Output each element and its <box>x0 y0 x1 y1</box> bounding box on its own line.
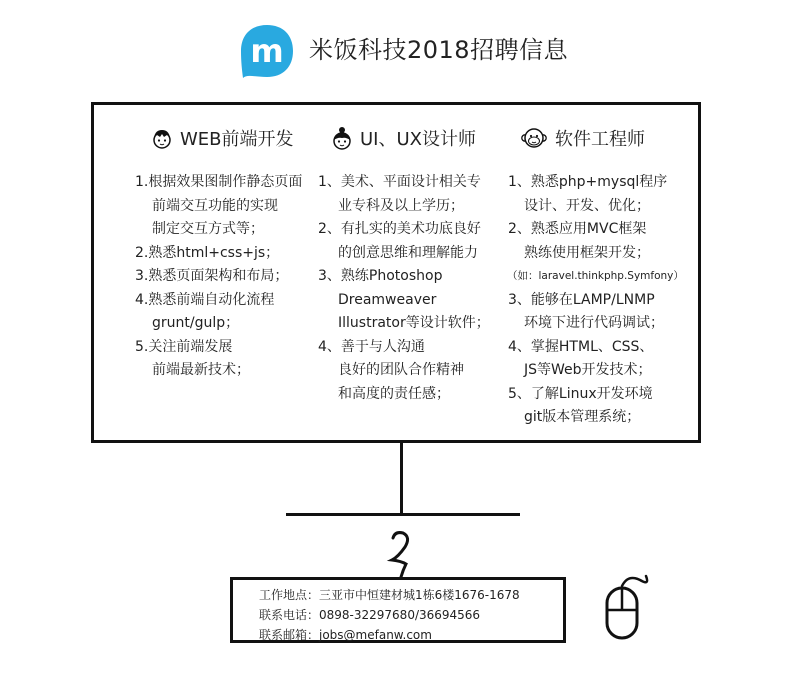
list-item: 环境下进行代码调试； <box>524 315 664 331</box>
list-item: 5、了解Linux开发环境 <box>508 385 653 402</box>
list-item: 4、掌握HTML、CSS、 <box>508 338 654 355</box>
cable-icon <box>386 530 416 578</box>
mouse-icon <box>600 572 660 644</box>
list-item: 熟练使用框架开发； <box>524 244 650 261</box>
list-item: 的创意思维和理解能力 <box>338 244 478 261</box>
girl-face-icon <box>332 126 352 150</box>
list-item: 2、有扎实的美术功底良好 <box>318 221 481 237</box>
list-item: 5.关注前端发展 <box>135 338 233 355</box>
company-logo <box>238 22 296 80</box>
boy-face-icon <box>152 127 172 149</box>
column-heading-label: WEB前端开发 <box>180 129 294 150</box>
column-heading <box>332 125 476 151</box>
column-heading <box>152 125 294 151</box>
list-item: Dreamweaver <box>338 291 437 308</box>
monitor-screen <box>91 102 701 443</box>
monitor-base <box>286 513 520 516</box>
list-item: 3.熟悉页面架构和布局； <box>135 268 289 284</box>
list-item: 3、熟练Photoshop <box>318 268 443 284</box>
list-item: grunt/gulp； <box>152 315 240 331</box>
logo-letter: m <box>250 32 284 70</box>
list-item: 1.根据效果图制作静态页面 <box>135 174 303 190</box>
list-item: 2.熟悉html+css+js； <box>135 244 280 261</box>
list-item-note: （如：laravel.thinkphp.Symfony） <box>507 270 684 282</box>
contact-info-box <box>230 577 566 643</box>
list-item: 3、能够在LAMP/LNMP <box>508 291 655 308</box>
list-item: 2、熟悉应用MVC框架 <box>508 221 647 237</box>
list-item: 业专科及以上学历； <box>338 197 464 214</box>
list-item: JS等Web开发技术； <box>524 362 652 378</box>
list-item: 1、美术、平面设计相关专 <box>318 174 481 190</box>
column-heading-label: UI、UX设计师 <box>360 129 476 150</box>
contact-phone: 联系电话：0898-32297680/36694566 <box>259 608 481 622</box>
list-item: 4.熟悉前端自动化流程 <box>135 291 275 308</box>
monitor-stand <box>400 443 403 513</box>
list-item: 和高度的责任感； <box>338 385 450 402</box>
page-title: 米饭科技2018招聘信息 <box>309 36 569 64</box>
column-heading-label: 软件工程师 <box>555 129 645 150</box>
list-item: 前端交互功能的实现 <box>152 197 278 214</box>
list-item: 良好的团队合作精神 <box>338 362 464 378</box>
list-item: git版本管理系统； <box>524 409 641 425</box>
list-item: 设计、开发、优化； <box>524 197 650 214</box>
contact-address: 工作地点：三亚市中恒建材城1栋6楼1676-1678 <box>259 588 520 602</box>
list-item: 前端最新技术； <box>152 362 250 378</box>
list-item: 1、熟悉php+mysql程序 <box>508 174 668 190</box>
monkey-face-icon <box>521 127 547 149</box>
list-item: 4、善于与人沟通 <box>318 338 425 355</box>
contact-email: 联系邮箱：jobs@mefanw.com <box>259 628 432 642</box>
list-item: 制定交互方式等； <box>152 221 264 237</box>
list-item: Illustrator等设计软件； <box>338 315 490 331</box>
column-heading <box>521 125 645 151</box>
